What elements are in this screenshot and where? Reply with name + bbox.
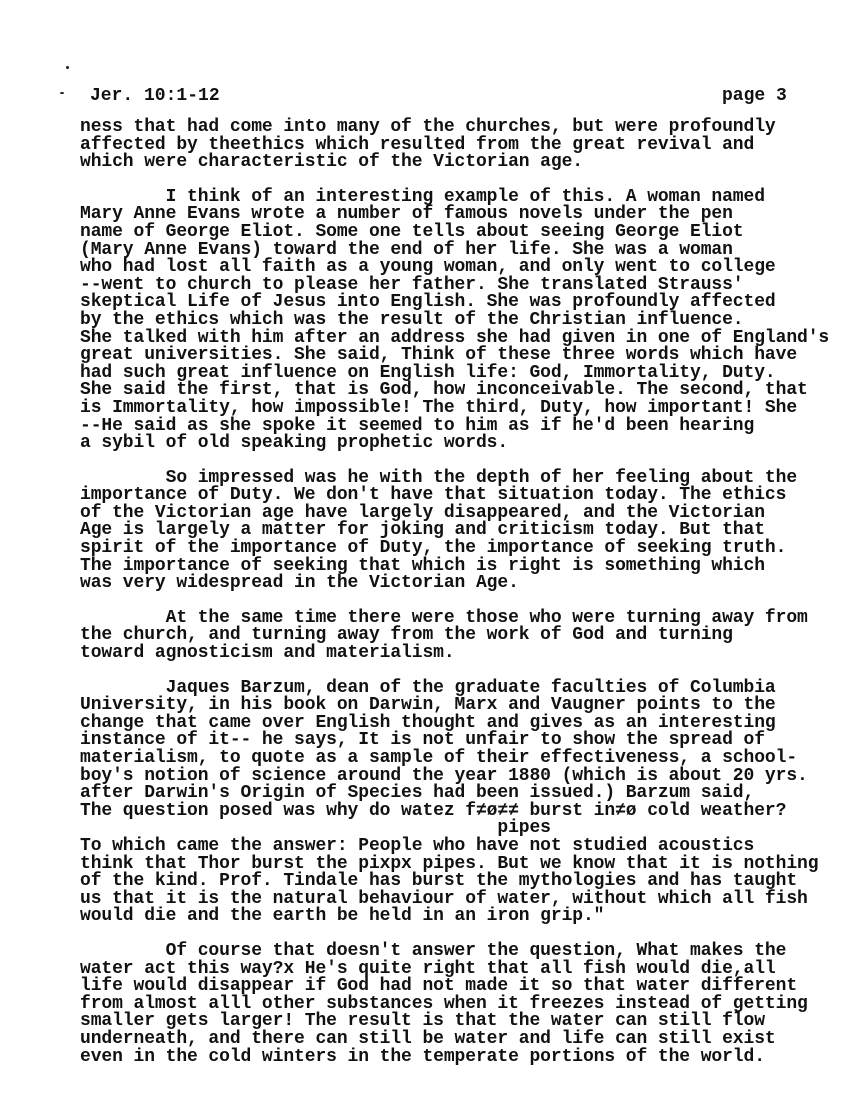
text-line: She talked with him after an address she had given in one of England's (80, 327, 830, 348)
text-line: University, in his book on Darwin, Marx and Vaugner points to the (80, 695, 776, 716)
text-line: is Immortality, how impossible! The third, Duty, how important! She (80, 397, 798, 418)
text-line: great universities. She said, Think of these three words which have (80, 345, 798, 366)
scripture-reference: Jer. 10:1-12 (90, 86, 220, 106)
text-line: by the ethics which was the result of the Christian influence. (80, 309, 744, 330)
text-line: Jaques Barzum, dean of the graduate faculties of Columbia (80, 677, 776, 698)
text-line: from almost alll other substances when it freezes instead of getting (80, 993, 808, 1014)
paragraph (80, 607, 850, 664)
document-body (80, 119, 850, 1083)
text-line: The importance of seeking that which is right is something which (80, 555, 765, 576)
text-line: toward agnosticism and materialism. (80, 643, 455, 664)
text-line: She said the first, that is God, how inconceivable. The second, that (80, 380, 808, 401)
text-line: us that it is the natural behaviour of water, without which all fish (80, 888, 808, 909)
page-number: page 3 (722, 86, 787, 106)
paragraph (80, 186, 850, 454)
text-line: even in the cold winters in the temperate portions of the world. (80, 1046, 765, 1067)
text-line: Age is largely a matter for joking and criticism today. But that (80, 520, 765, 541)
text-line: affected by theethics which resulted from the great revival and (80, 134, 755, 155)
text-line: life would disappear if God had not made it so that water different (80, 976, 798, 997)
text-line: smaller gets larger! The result is that the water can still flow (80, 1011, 765, 1032)
paragraph (80, 940, 850, 1067)
text-line: would die and the earth be held in an iron grip." (80, 906, 605, 927)
text-line: water act this way?x He's quite right that all fish would die,all (80, 958, 776, 979)
paragraph (80, 119, 850, 172)
text-line: ness that had come into many of the churches, but were profoundly (80, 117, 776, 137)
text-line: which were characteristic of the Victorian age. (80, 152, 583, 173)
text-line: of the kind. Prof. Tindale has burst the mythologies and has taught (80, 871, 798, 892)
text-line: instance of it-- he says, It is not unfair to show the spread of (80, 730, 765, 751)
text-line: name of George Eliot. Some one tells about seeing George Eliot (80, 221, 744, 242)
text-line: The question posed was why do watez f≠ø≠≠ burst in≠ø cold weather? (80, 800, 787, 821)
text-line: --He said as she spoke it seemed to him as if he'd been hearing (80, 415, 755, 436)
text-line: boy's notion of science around the year 1880 (which is about 20 yrs. (80, 765, 808, 786)
text-line: who had lost all faith as a young woman, and only went to college (80, 257, 776, 278)
text-line: materialism, to quote as a sample of their effectiveness, a school- (80, 748, 798, 768)
text-line: At the same time there were those who were turning away from (80, 607, 808, 628)
stray-mark (60, 92, 64, 94)
text-line: --went to church to please her father. She translated Strauss' (80, 274, 744, 295)
text-line: So impressed was he with the depth of her feeling about the (80, 467, 798, 488)
text-line: (Mary Anne Evans) toward the end of her life. She was a woman (80, 239, 733, 260)
text-line: had such great influence on English life: God, Immortality, Duty. (80, 362, 776, 383)
paragraph (80, 467, 850, 594)
text-line: underneath, and there can still be water and life can still exist (80, 1028, 776, 1049)
text-line: Mary Anne Evans wrote a number of famous novels under the pen (80, 204, 733, 225)
text-line: skeptical Life of Jesus into English. She was profoundly affected (80, 292, 776, 313)
text-line: pipes (80, 818, 551, 839)
paragraph (80, 677, 850, 927)
text-line: of the Victorian age have largely disappeared, and the Victorian (80, 502, 765, 523)
text-line: To which came the answer: People who have not studied acoustics (80, 835, 755, 856)
text-line: spirit of the importance of Duty, the importance of seeking truth. (80, 538, 787, 559)
text-line: a sybil of old speaking prophetic words. (80, 433, 509, 454)
stray-mark (66, 66, 69, 69)
text-line: Of course that doesn't answer the question, What makes the (80, 940, 787, 961)
text-line: I think of an interesting example of this. A woman named (80, 186, 765, 207)
text-line: think that Thor burst the pixpx pipes. But we know that it is nothing (80, 853, 819, 874)
text-line: was very widespread in the Victorian Age. (80, 573, 519, 594)
text-line: importance of Duty. We don't have that situation today. The ethics (80, 485, 787, 506)
text-line: the church, and turning away from the work of God and turning (80, 625, 733, 646)
text-line: after Darwin's Origin of Species had been issued.) Barzum said, (80, 783, 755, 804)
text-line: change that came over English thought and gives as an interesting (80, 712, 776, 733)
